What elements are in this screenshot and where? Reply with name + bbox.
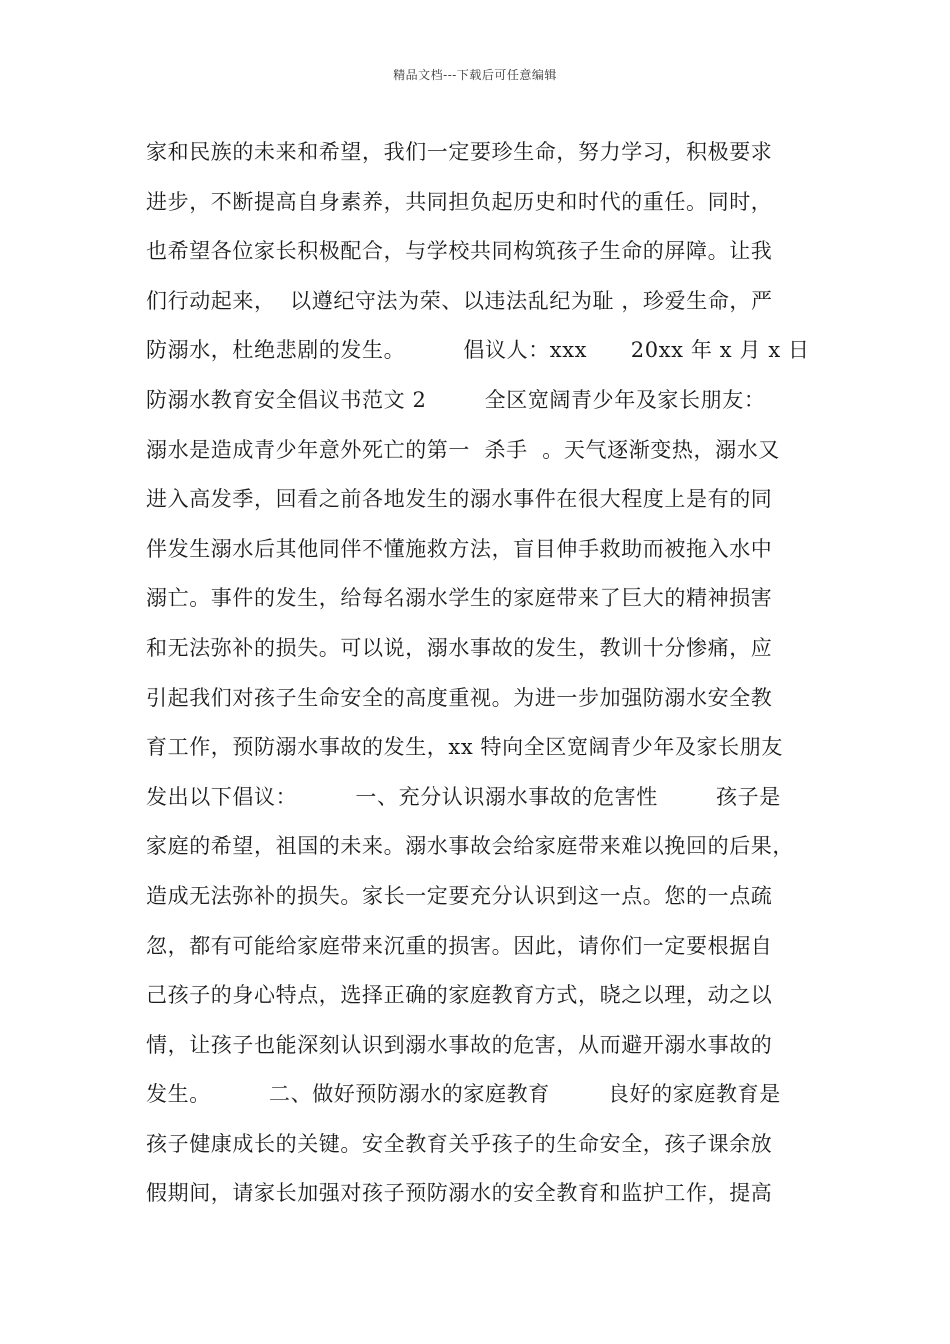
text-line: 假期间，请家长加强对孩子预防溺水的安全教育和监护工作，提高 (146, 1181, 773, 1206)
text-line: 孩子健康成长的关键。安全教育关乎孩子的生命安全，孩子课余放 (146, 1131, 773, 1156)
text-line: 防溺水教育安全倡议书范文 2 全区宽阔青少年及家长朋友： (146, 387, 766, 412)
text-line: 发生。 二、做好预防溺水的家庭教育 良好的家庭教育是 (146, 1082, 781, 1107)
text-line: 情，让孩子也能深刻认识到溺水事故的危害，从而避开溺水事故的 (146, 1032, 773, 1057)
text-line: 溺水是造成青少年意外死亡的第一 杀手 。天气逐渐变热，溺水又 (146, 437, 780, 462)
text-line: 也希望各位家长积极配合，与学校共同构筑孩子生命的屏障。让我 (146, 239, 773, 264)
text-line: 己孩子的身心特点，选择正确的家庭教育方式，晓之以理，动之以 (146, 983, 773, 1008)
page-header: 精品文档---下载后可任意编辑 (393, 68, 557, 82)
text-line: 防溺水，杜绝悲剧的发生。 倡议人：xxx 20xx 年 x 月 x 日 (146, 338, 810, 363)
text-line: 引起我们对孩子生命安全的高度重视。为进一步加强防溺水安全教 (146, 685, 773, 710)
text-line: 育工作，预防溺水事故的发生，xx 特向全区宽阔青少年及家长朋友 (146, 735, 783, 760)
text-line: 和无法弥补的损失。可以说，溺水事故的发生，教训十分惨痛，应 (146, 635, 773, 660)
text-line: 忽，都有可能给家庭带来沉重的损害。因此，请你们一定要根据自 (146, 933, 773, 958)
text-line: 溺亡。事件的发生，给每名溺水学生的家庭带来了巨大的精神损害 (146, 586, 773, 611)
text-line: 家庭的希望，祖国的未来。溺水事故会给家庭带来难以挽回的后果， (146, 834, 794, 859)
document-body (146, 128, 836, 1219)
text-line: 进入高发季，回看之前各地发生的溺水事件在很大程度上是有的同 (146, 487, 773, 512)
text-line: 们行动起来， 以遵纪守法为荣、以违法乱纪为耻 ，珍爱生命，严 (146, 288, 773, 313)
text-line: 家和民族的未来和希望，我们一定要珍生命，努力学习，积极要求 (146, 140, 773, 164)
text-line: 伴发生溺水后其他同伴不懂施救方法，盲目伸手救助而被拖入水中 (146, 536, 773, 561)
text-line: 进步，不断提高自身素养，共同担负起历史和时代的重任。同时， (146, 189, 773, 214)
text-line: 造成无法弥补的损失。家长一定要充分认识到这一点。您的一点疏 (146, 883, 773, 908)
text-line: 发出以下倡议： 一、充分认识溺水事故的危害性 孩子是 (146, 784, 781, 809)
